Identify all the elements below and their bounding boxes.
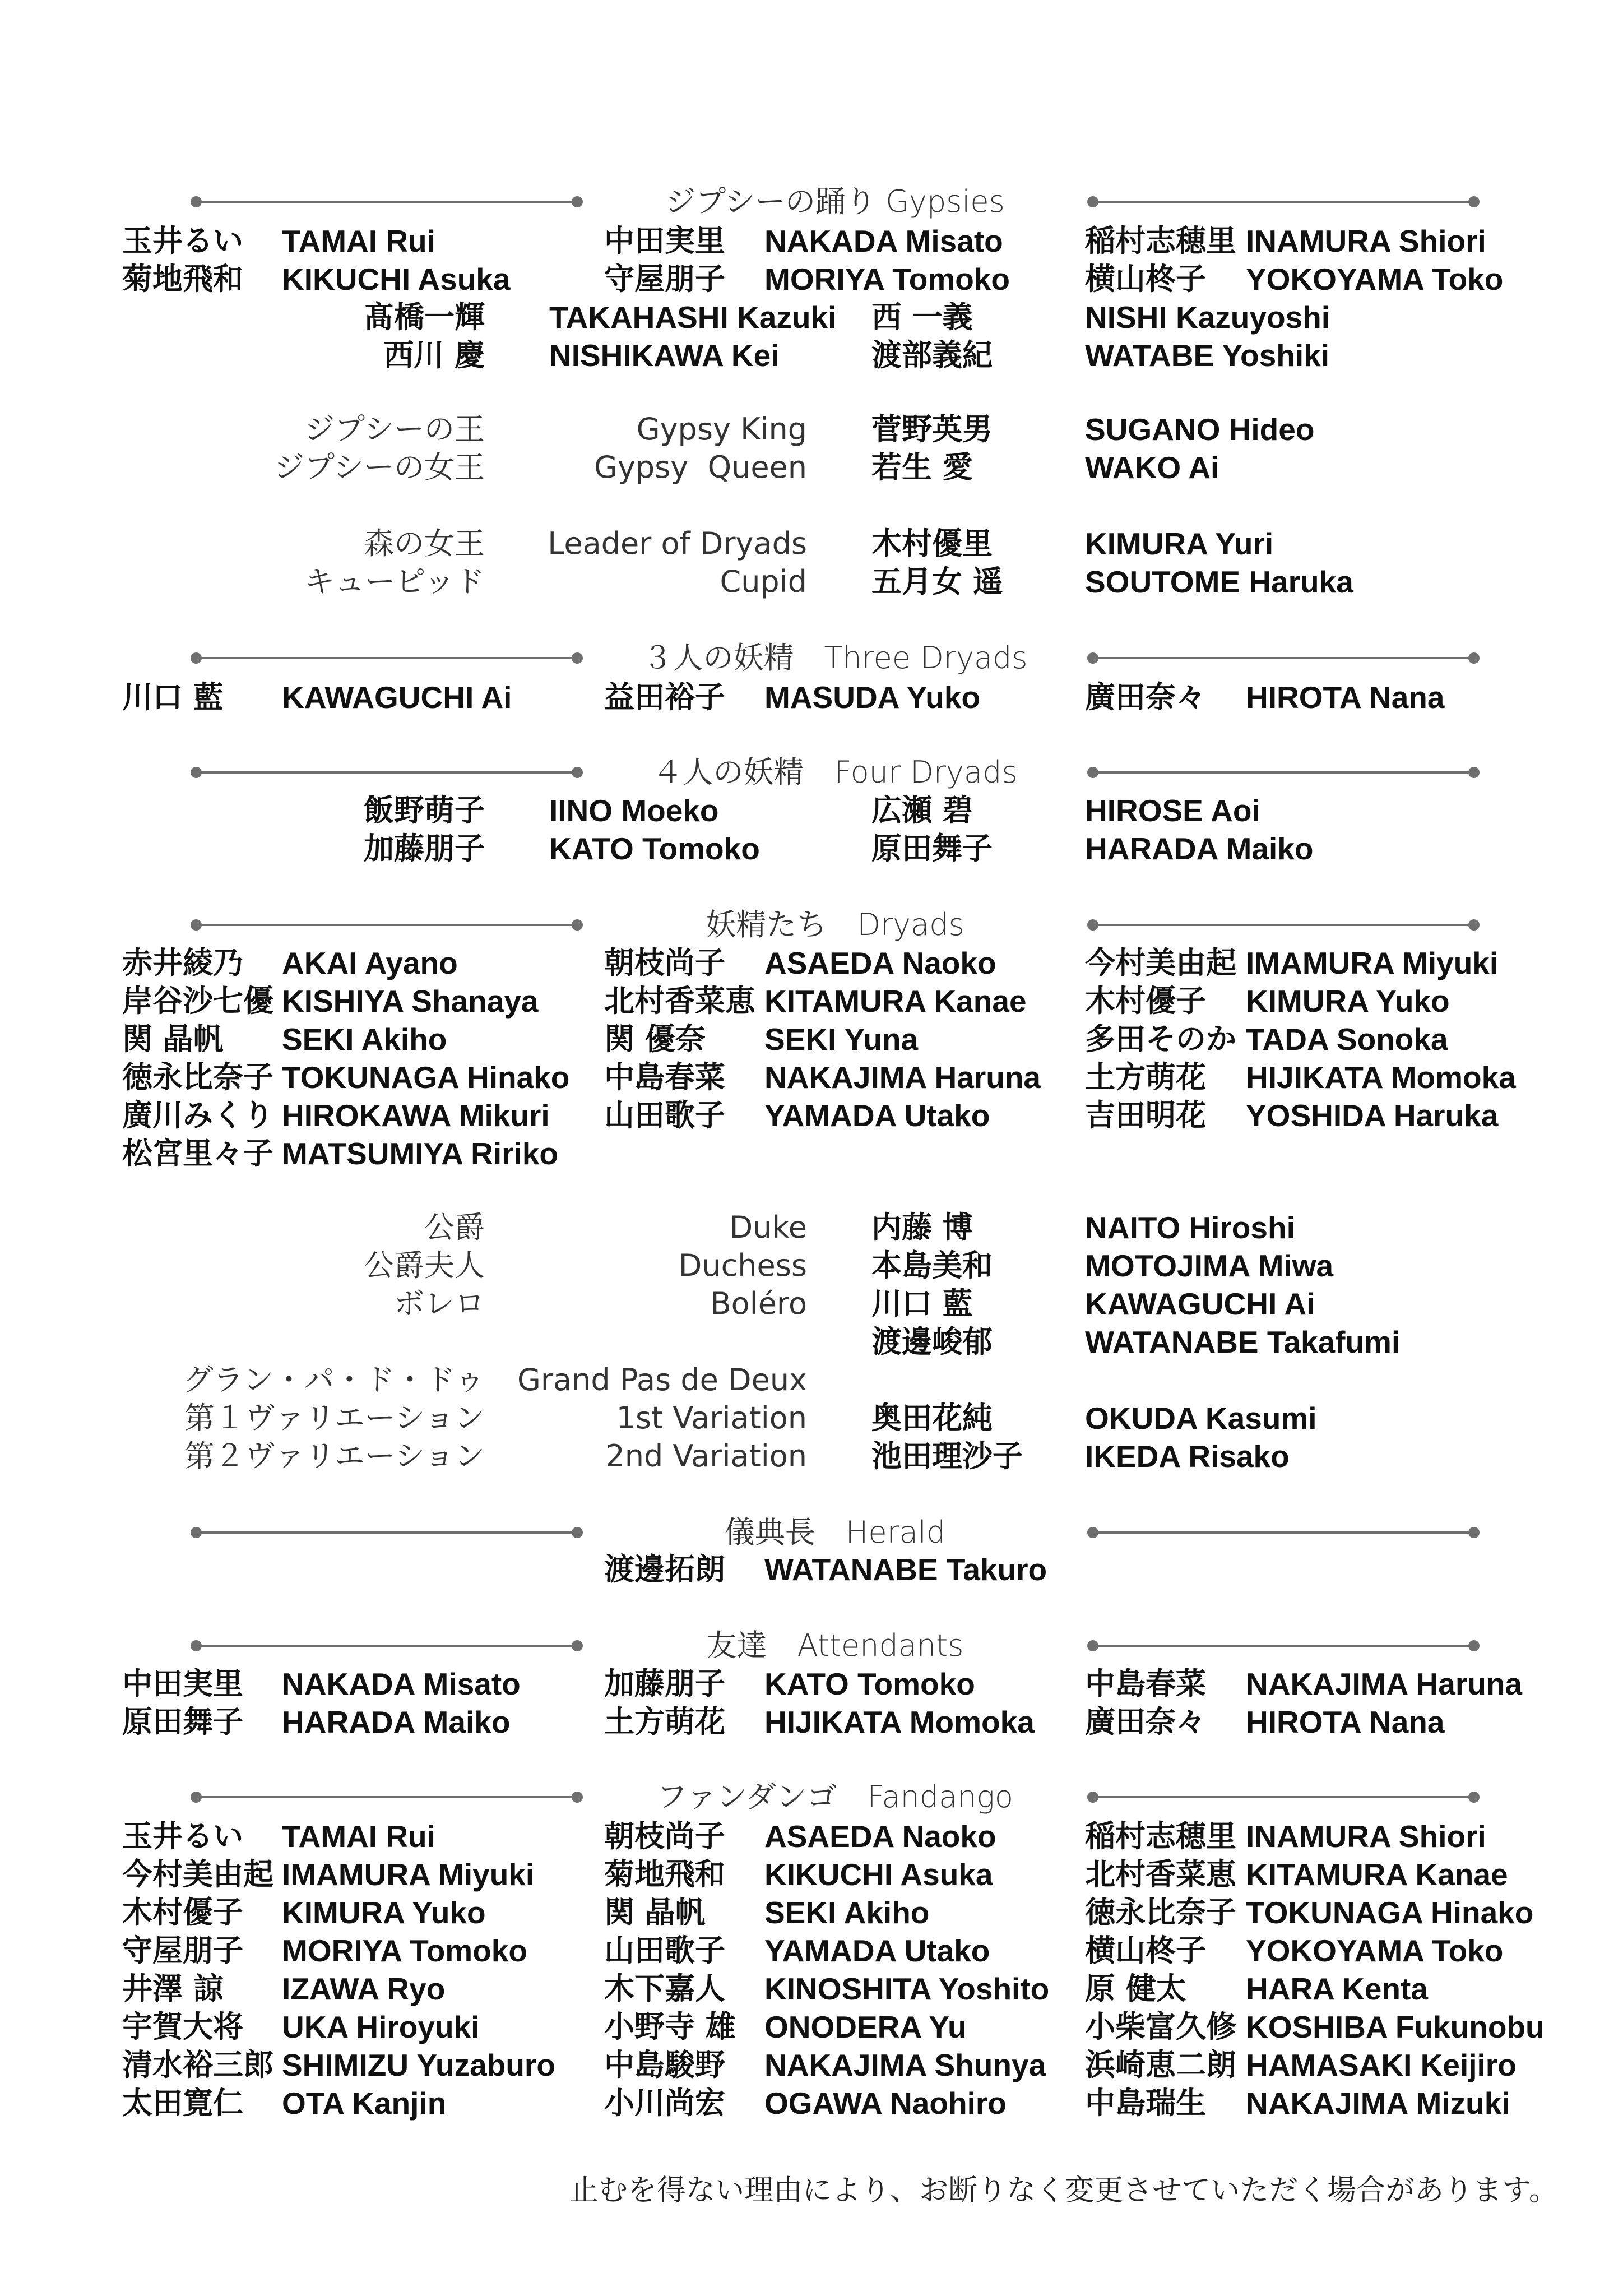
cast-name-romaji: TAMAI Rui xyxy=(282,224,435,258)
cast-name-jp: 木村優子 xyxy=(1085,983,1206,1019)
cast-name-romaji: KIMURA Yuko xyxy=(1246,984,1450,1019)
role-row xyxy=(0,1285,1623,1323)
divider-right xyxy=(1093,1645,1474,1647)
cast-row xyxy=(0,1096,1623,1135)
divider-left xyxy=(196,657,577,659)
cast-name-jp: 菊地飛和 xyxy=(122,261,243,297)
cast-name-jp: 廣田奈々 xyxy=(1085,679,1206,715)
section-title: 儀典長 Herald xyxy=(724,1515,946,1550)
cast-name-jp: 吉田明花 xyxy=(1085,1098,1206,1133)
role-name-en: Duke xyxy=(729,1210,807,1245)
cast-name-jp: 徳永比奈子 xyxy=(1085,1895,1236,1930)
section-header-four-dryads xyxy=(0,750,1623,795)
cast-row xyxy=(0,944,1623,982)
cast-name-romaji: YAMADA Utako xyxy=(764,1933,990,1968)
divider-left xyxy=(196,201,577,203)
section-title: ３人の妖精 Three Dryads xyxy=(642,640,1028,675)
cast-name-jp: 内藤 博 xyxy=(871,1210,973,1245)
cast-name-jp: 井澤 諒 xyxy=(122,1971,224,2006)
cast-name-romaji: OKUDA Kasumi xyxy=(1085,1401,1317,1436)
role-name-jp: 公爵夫人 xyxy=(364,1248,485,1283)
cast-name-romaji: ASAEDA Naoko xyxy=(764,946,996,980)
cast-row xyxy=(0,1020,1623,1058)
cast-name-romaji: KITAMURA Kanae xyxy=(764,984,1027,1019)
cast-name-jp: 髙橋一輝 xyxy=(364,299,485,335)
role-name-en: Boléro xyxy=(710,1286,807,1321)
cast-name-romaji: TAMAI Rui xyxy=(282,1819,435,1854)
divider-left xyxy=(196,1645,577,1647)
divider-right xyxy=(1093,201,1474,203)
divider-right xyxy=(1093,771,1474,774)
cast-name-romaji: YOSHIDA Haruka xyxy=(1246,1098,1499,1133)
cast-name-romaji: MORIYA Tomoko xyxy=(764,262,1010,297)
cast-name-jp: 朝枝尚子 xyxy=(604,945,725,980)
divider-right xyxy=(1093,924,1474,926)
cast-name-romaji: NAKAJIMA Mizuki xyxy=(1246,2086,1510,2121)
cast-name-romaji: WAKO Ai xyxy=(1085,450,1219,485)
cast-name-romaji: KIMURA Yuko xyxy=(282,1895,486,1930)
cast-name-romaji: SOUTOME Haruka xyxy=(1085,564,1353,599)
role-name-jp: ボレロ xyxy=(394,1286,485,1321)
cast-name-romaji: OTA Kanjin xyxy=(282,2086,447,2121)
cast-name-romaji: HARA Kenta xyxy=(1246,1971,1428,2006)
cast-name-jp: 益田裕子 xyxy=(604,679,725,715)
cast-name-jp: 加藤朋子 xyxy=(364,831,485,866)
cast-name-jp: 稲村志穂里 xyxy=(1085,1818,1236,1854)
cast-name-romaji: NAKAJIMA Haruna xyxy=(764,1060,1041,1095)
divider-right xyxy=(1093,657,1474,659)
cast-name-romaji: IZAWA Ryo xyxy=(282,1971,446,2006)
cast-name-romaji: NAKAJIMA Shunya xyxy=(764,2048,1046,2082)
cast-name-jp: 飯野萌子 xyxy=(364,793,485,828)
cast-row xyxy=(0,1550,1623,1589)
cast-row xyxy=(0,830,1623,868)
cast-name-jp: 赤井綾乃 xyxy=(122,945,243,980)
cast-name-jp: 中島春菜 xyxy=(1085,1666,1206,1701)
cast-name-jp: 渡邊峻郁 xyxy=(871,1324,993,1359)
cast-name-romaji: ONODERA Yu xyxy=(764,2010,967,2044)
cast-name-romaji: HIROTA Nana xyxy=(1246,680,1445,715)
cast-row xyxy=(0,1703,1623,1741)
cast-name-jp: 池田理沙子 xyxy=(871,1438,1023,1474)
cast-row xyxy=(0,791,1623,830)
cast-name-jp: 中島駿野 xyxy=(604,2047,725,2082)
cast-name-romaji: NISHIKAWA Kei xyxy=(549,338,780,373)
role-row xyxy=(0,525,1623,563)
cast-name-jp: 中田実里 xyxy=(604,223,725,258)
role-name-en: 2nd Variation xyxy=(605,1438,807,1474)
cast-name-romaji: KATO Tomoko xyxy=(549,831,760,866)
cast-name-romaji: KIKUCHI Asuka xyxy=(282,262,511,297)
section-header-herald xyxy=(0,1510,1623,1555)
cast-name-romaji: WATANABE Takuro xyxy=(764,1552,1047,1587)
cast-name-jp: 土方萌花 xyxy=(604,1704,725,1739)
divider-left xyxy=(196,1531,577,1534)
cast-name-romaji: MASUDA Yuko xyxy=(764,680,981,715)
cast-name-jp: 浜崎恵二朗 xyxy=(1085,2047,1236,2082)
section-header-fandango xyxy=(0,1775,1623,1820)
cast-row xyxy=(0,2046,1623,2084)
cast-name-romaji: KOSHIBA Fukunobu xyxy=(1246,2010,1545,2044)
cast-name-romaji: YAMADA Utako xyxy=(764,1098,990,1133)
cast-name-romaji: SEKI Akiho xyxy=(282,1022,447,1057)
cast-name-jp: 守屋朋子 xyxy=(604,261,725,297)
cast-name-jp: 山田歌子 xyxy=(604,1933,725,1968)
cast-name-romaji: SHIMIZU Yuzaburo xyxy=(282,2048,555,2082)
cast-name-jp: 西川 慶 xyxy=(383,337,485,373)
cast-row xyxy=(0,222,1623,260)
cast-name-jp: 原 健太 xyxy=(1085,1971,1186,2006)
cast-name-romaji: MATSUMIYA Ririko xyxy=(282,1136,559,1171)
cast-name-romaji: HARADA Maiko xyxy=(282,1705,511,1739)
role-name-jp: 第１ヴァリエーション xyxy=(184,1400,485,1436)
cast-name-romaji: KAWAGUCHI Ai xyxy=(1085,1286,1315,1321)
cast-name-romaji: KAWAGUCHI Ai xyxy=(282,680,512,715)
cast-name-jp: 五月女 遥 xyxy=(871,564,1003,599)
divider-left xyxy=(196,1796,577,1798)
cast-name-jp: 木村優子 xyxy=(122,1895,243,1930)
cast-name-jp: 原田舞子 xyxy=(122,1704,243,1739)
cast-name-romaji: HIROKAWA Mikuri xyxy=(282,1098,550,1133)
cast-row xyxy=(0,298,1623,336)
cast-name-jp: 横山柊子 xyxy=(1085,1933,1206,1968)
cast-name-romaji: NAKADA Misato xyxy=(282,1667,521,1701)
cast-name-romaji: HIROTA Nana xyxy=(1246,1705,1445,1739)
cast-row xyxy=(0,1058,1623,1096)
role-name-jp: 森の女王 xyxy=(364,526,485,561)
cast-name-romaji: NISHI Kazuyoshi xyxy=(1085,300,1330,335)
cast-name-jp: 廣田奈々 xyxy=(1085,1704,1206,1739)
cast-name-romaji: HAMASAKI Keijiro xyxy=(1246,2048,1517,2082)
role-name-jp: 公爵 xyxy=(424,1210,485,1245)
cast-name-romaji: NAKAJIMA Haruna xyxy=(1246,1667,1523,1701)
cast-name-romaji: TAKAHASHI Kazuki xyxy=(549,300,837,335)
cast-name-romaji: WATABE Yoshiki xyxy=(1085,338,1329,373)
cast-name-jp: 菊地飛和 xyxy=(604,1857,725,1892)
cast-name-jp: 稲村志穂里 xyxy=(1085,223,1236,258)
role-row xyxy=(0,1209,1623,1247)
cast-name-romaji: IKEDA Risako xyxy=(1085,1439,1290,1474)
section-title: ファンダンゴ Fandango xyxy=(657,1779,1013,1814)
cast-name-romaji: SEKI Akiho xyxy=(764,1895,930,1930)
cast-name-jp: 北村香菜恵 xyxy=(604,983,755,1019)
cast-name-jp: 関 晶帆 xyxy=(604,1895,706,1930)
role-row xyxy=(0,410,1623,448)
cast-name-romaji: IMAMURA Miyuki xyxy=(1246,946,1499,980)
cast-name-romaji: ASAEDA Naoko xyxy=(764,1819,996,1854)
cast-name-romaji: IMAMURA Miyuki xyxy=(282,1857,535,1892)
role-name-en: 1st Variation xyxy=(616,1400,807,1436)
cast-name-romaji: HIJIKATA Momoka xyxy=(1246,1060,1516,1095)
cast-name-jp: 若生 愛 xyxy=(871,450,973,485)
role-row xyxy=(0,1247,1623,1285)
cast-name-romaji: INAMURA Shiori xyxy=(1246,1819,1486,1854)
cast-name-romaji: HARADA Maiko xyxy=(1085,831,1314,866)
cast-row xyxy=(0,336,1623,374)
cast-name-romaji: KINOSHITA Yoshito xyxy=(764,1971,1050,2006)
cast-name-jp: 横山柊子 xyxy=(1085,261,1206,297)
cast-name-romaji: KIKUCHI Asuka xyxy=(764,1857,993,1892)
cast-name-romaji: IINO Moeko xyxy=(549,793,719,828)
cast-row xyxy=(0,2084,1623,2122)
footer-note: 止むを得ない理由により、お断りなく変更させていただく場合があります。 xyxy=(569,2174,1558,2207)
role-row xyxy=(0,1361,1623,1399)
section-title: 妖精たち Dryads xyxy=(706,907,964,942)
cast-name-romaji: AKAI Ayano xyxy=(282,946,458,980)
cast-name-jp: 木村優里 xyxy=(871,526,993,561)
role-name-jp: キューピッド xyxy=(304,564,485,599)
cast-name-romaji: KATO Tomoko xyxy=(764,1667,975,1701)
role-name-en: Cupid xyxy=(720,564,807,599)
role-name-jp: グラン・パ・ド・ドゥ xyxy=(183,1362,485,1397)
cast-name-romaji: KISHIYA Shanaya xyxy=(282,984,539,1019)
cast-row xyxy=(0,1894,1623,1932)
cast-row xyxy=(0,1135,1623,1173)
cast-name-jp: 今村美由起 xyxy=(1085,945,1236,980)
cast-name-jp: 太田寛仁 xyxy=(122,2085,243,2121)
role-name-jp: ジプシーの王 xyxy=(304,411,485,447)
cast-name-romaji: YOKOYAMA Toko xyxy=(1246,1933,1504,1968)
cast-row xyxy=(0,982,1623,1020)
cast-name-jp: 土方萌花 xyxy=(1085,1059,1206,1095)
cast-name-romaji: KITAMURA Kanae xyxy=(1246,1857,1508,1892)
cast-name-romaji: HIJIKATA Momoka xyxy=(764,1705,1035,1739)
cast-name-jp: 関 優奈 xyxy=(604,1021,706,1057)
role-row xyxy=(0,1399,1623,1437)
cast-name-jp: 玉井るい xyxy=(122,1818,243,1854)
cast-row xyxy=(0,1855,1623,1894)
section-header-attendants xyxy=(0,1623,1623,1668)
cast-name-jp: 朝枝尚子 xyxy=(604,1818,725,1854)
cast-name-jp: 北村香菜恵 xyxy=(1085,1857,1236,1892)
cast-name-romaji: UKA Hiroyuki xyxy=(282,2010,480,2044)
cast-name-jp: 川口 藍 xyxy=(122,679,224,715)
cast-name-jp: 小柴富久修 xyxy=(1085,2009,1236,2044)
cast-name-jp: 宇賀大将 xyxy=(122,2009,243,2044)
cast-name-romaji: KIMURA Yuri xyxy=(1085,526,1274,561)
cast-name-romaji: INAMURA Shiori xyxy=(1246,224,1486,258)
section-header-three-dryads xyxy=(0,636,1623,681)
cast-name-jp: 山田歌子 xyxy=(604,1098,725,1133)
cast-name-romaji: TOKUNAGA Hinako xyxy=(282,1060,570,1095)
cast-name-jp: 小野寺 雄 xyxy=(604,2009,736,2044)
role-name-jp: 第２ヴァリエーション xyxy=(184,1438,485,1474)
role-row xyxy=(0,1437,1623,1475)
cast-name-romaji: HIROSE Aoi xyxy=(1085,793,1260,828)
cast-name-jp: 守屋朋子 xyxy=(122,1933,243,1968)
section-title: ジプシーの踊り Gypsies xyxy=(665,184,1005,219)
role-row xyxy=(0,448,1623,487)
role-name-en: Grand Pas de Deux xyxy=(517,1362,807,1397)
section-title: ４人の妖精 Four Dryads xyxy=(652,754,1018,790)
cast-name-romaji: MORIYA Tomoko xyxy=(282,1933,527,1968)
cast-name-jp: 徳永比奈子 xyxy=(122,1059,273,1095)
cast-name-jp: 松宮里々子 xyxy=(122,1136,273,1171)
cast-name-jp: 渡邊拓朗 xyxy=(604,1552,725,1587)
cast-name-jp: 木下嘉人 xyxy=(604,1971,725,2006)
cast-name-jp: 今村美由起 xyxy=(122,1857,273,1892)
cast-name-jp: 小川尚宏 xyxy=(604,2085,725,2121)
cast-name-jp: 中島春菜 xyxy=(604,1059,725,1095)
cast-name-jp: 中田実里 xyxy=(122,1666,243,1701)
cast-name-jp: 関 晶帆 xyxy=(122,1021,224,1057)
cast-row xyxy=(0,2008,1623,2046)
divider-left xyxy=(196,924,577,926)
role-name-en: Duchess xyxy=(678,1248,807,1283)
cast-name-jp: 岸谷沙七優 xyxy=(122,983,273,1019)
cast-row xyxy=(0,1665,1623,1703)
role-name-en: Leader of Dryads xyxy=(548,526,807,561)
cast-name-jp: 中島瑞生 xyxy=(1085,2085,1206,2121)
cast-row xyxy=(0,678,1623,716)
divider-right xyxy=(1093,1531,1474,1534)
role-name-en: Gypsy King xyxy=(636,411,807,447)
cast-name-jp: 本島美和 xyxy=(871,1248,993,1283)
cast-name-jp: 川口 藍 xyxy=(871,1286,973,1321)
cast-name-romaji: WATANABE Takafumi xyxy=(1085,1325,1401,1359)
cast-name-jp: 渡部義紀 xyxy=(871,337,993,373)
cast-row xyxy=(0,260,1623,298)
cast-name-jp: 廣川みくり xyxy=(122,1098,273,1133)
role-row xyxy=(0,1323,1623,1361)
cast-name-romaji: YOKOYAMA Toko xyxy=(1246,262,1504,297)
cast-row xyxy=(0,1817,1623,1855)
divider-left xyxy=(196,771,577,774)
divider-right xyxy=(1093,1796,1474,1798)
cast-name-romaji: MOTOJIMA Miwa xyxy=(1085,1248,1334,1283)
cast-name-jp: 原田舞子 xyxy=(871,831,993,866)
role-name-jp: ジプシーの女王 xyxy=(274,450,485,485)
cast-name-romaji: SUGANO Hideo xyxy=(1085,412,1315,447)
cast-row xyxy=(0,1970,1623,2008)
cast-name-jp: 菅野英男 xyxy=(871,411,993,447)
cast-name-romaji: OGAWA Naohiro xyxy=(764,2086,1007,2121)
role-name-en: Gypsy Queen xyxy=(594,450,807,485)
cast-name-romaji: TADA Sonoka xyxy=(1246,1022,1448,1057)
cast-name-romaji: TOKUNAGA Hinako xyxy=(1246,1895,1534,1930)
cast-name-jp: 西 一義 xyxy=(871,299,973,335)
section-header-gypsies xyxy=(0,179,1623,224)
cast-name-jp: 多田そのか xyxy=(1085,1021,1236,1057)
cast-name-romaji: NAKADA Misato xyxy=(764,224,1003,258)
cast-name-jp: 玉井るい xyxy=(122,223,243,258)
cast-name-jp: 奥田花純 xyxy=(871,1400,993,1436)
cast-name-romaji: NAITO Hiroshi xyxy=(1085,1210,1295,1245)
cast-name-jp: 加藤朋子 xyxy=(604,1666,725,1701)
cast-name-jp: 清水裕三郎 xyxy=(122,2047,273,2082)
cast-row xyxy=(0,1932,1623,1970)
cast-name-jp: 広瀬 碧 xyxy=(871,793,973,828)
section-header-dryads xyxy=(0,902,1623,947)
section-title: 友達 Attendants xyxy=(706,1628,964,1663)
cast-name-romaji: SEKI Yuna xyxy=(764,1022,919,1057)
role-row xyxy=(0,563,1623,601)
